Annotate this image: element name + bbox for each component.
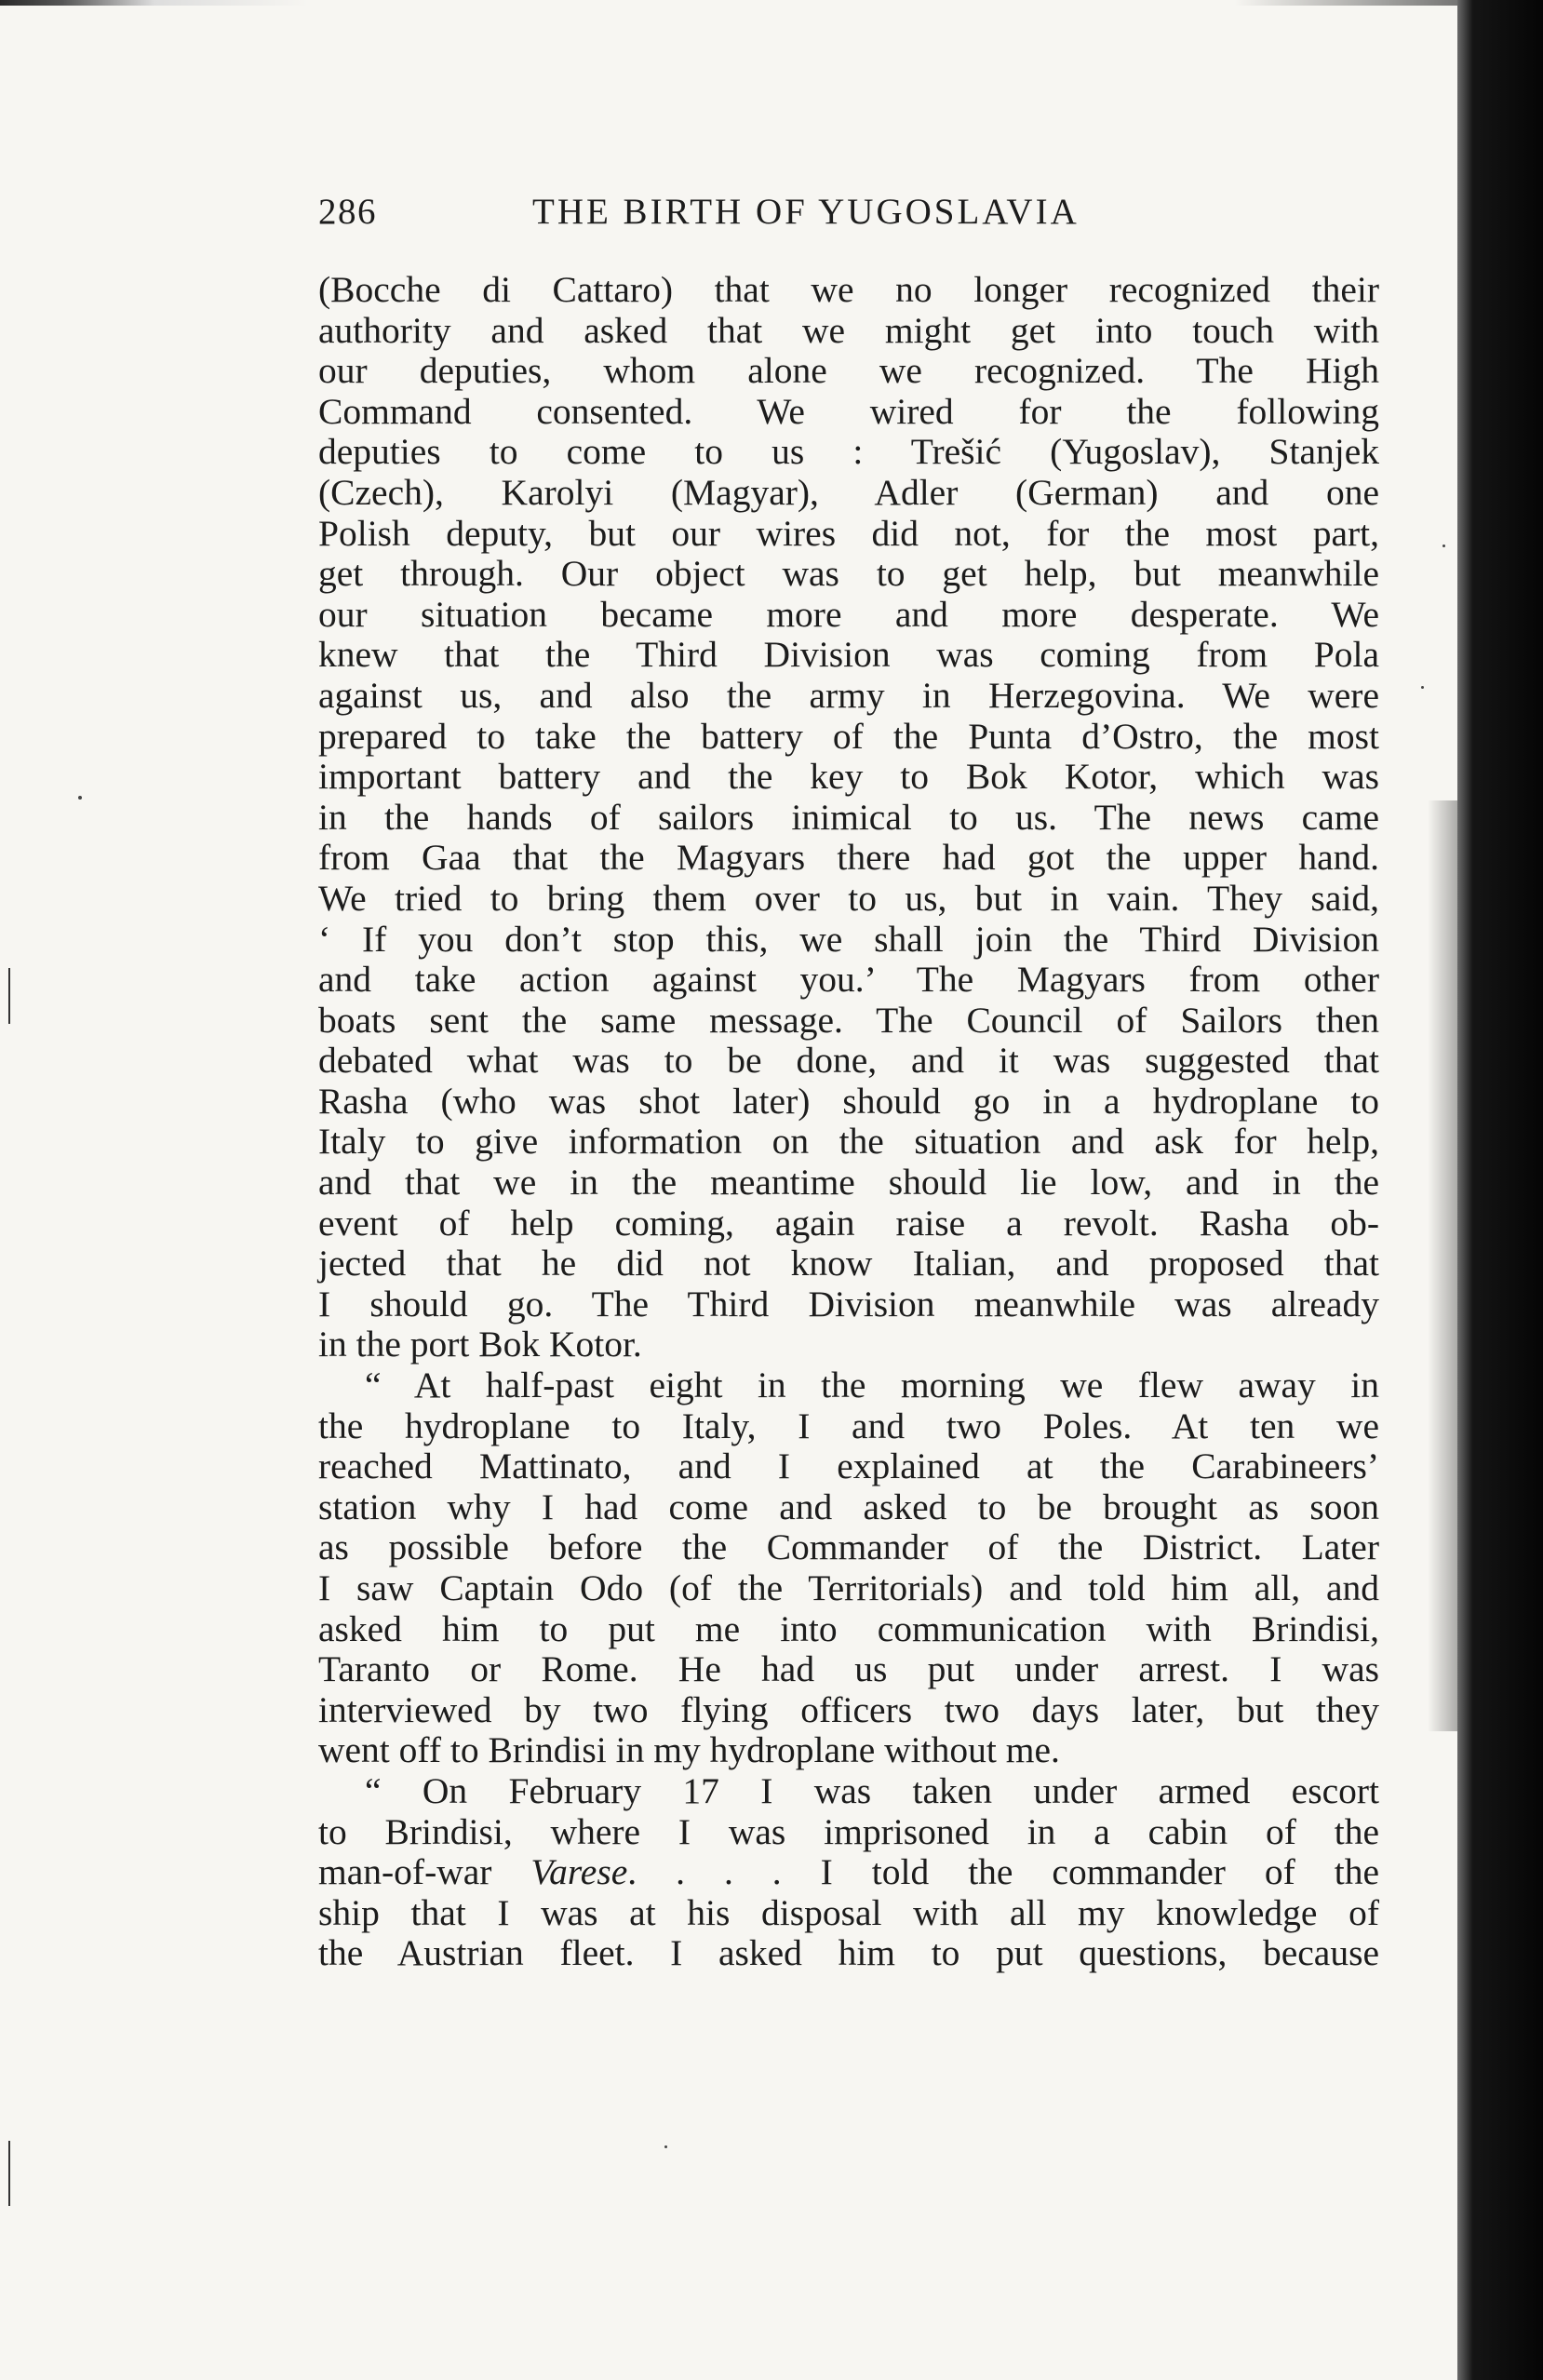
text-line: to Brindisi, where I was imprisoned in a cabin of the — [318, 1810, 1379, 1852]
text-line: and take action against you.’ The Magyars from other — [318, 959, 1379, 1001]
text-line: asked him to put me into communication with Brindisi, — [318, 1607, 1379, 1649]
text-line: from Gaa that the Magyars there had got the upper hand. — [318, 837, 1379, 879]
text-line: We tried to bring them over to us, but in vain. They said, — [318, 877, 1379, 919]
text-line: jected that he did not know Italian, and proposed that — [318, 1243, 1379, 1284]
paper-speck — [1421, 686, 1424, 689]
text-line: reached Mattinato, and I explained at the Carabineers’ — [318, 1445, 1379, 1487]
page-top-edge-shadow — [0, 0, 1543, 6]
text-line: I saw Captain Odo (of the Territorials) and told him all, and — [318, 1567, 1379, 1608]
text-line: Command consented. We wired for the following — [318, 390, 1379, 432]
text-line: event of help coming, again raise a revolt. Rasha ob- — [318, 1202, 1379, 1244]
book-binding-edge — [1457, 0, 1543, 2380]
text-line: knew that the Third Division was coming from Pola — [318, 634, 1379, 676]
text-line: went off to Brindisi in my hydroplane without me. — [318, 1729, 1060, 1771]
text-line: prepared to take the battery of the Punta d’Ostro, the most — [318, 715, 1379, 757]
margin-mark — [8, 968, 10, 1024]
text-line: in the port Bok Kotor. — [318, 1324, 642, 1365]
text-line: get through. Our object was to get help, but meanwhile — [318, 553, 1379, 595]
margin-mark — [8, 2141, 10, 2206]
text-line: the hydroplane to Italy, I and two Poles. At ten we — [318, 1405, 1379, 1446]
text-line: (Bocche di Cattaro) that we no longer recognized their — [318, 269, 1379, 310]
text-line: important battery and the key to Bok Kotor, which was — [318, 756, 1379, 798]
text-line: in the hands of sailors inimical to us. The news came — [318, 796, 1379, 838]
text-line: the Austrian fleet. I asked him to put questions, because — [318, 1932, 1379, 1974]
text-line: “ At half-past eight in the morning we flew away in — [365, 1365, 1379, 1406]
text-line: and that we in the meantime should lie low, and in the — [318, 1162, 1379, 1203]
paper-speck — [1442, 545, 1445, 547]
text-line: Taranto or Rome. He had us put under arrest. I was — [318, 1648, 1379, 1690]
text-line: station why I had come and asked to be brought as soon — [318, 1486, 1379, 1527]
text-line: Polish deputy, but our wires did not, for the most part, — [318, 512, 1379, 554]
page-header — [318, 191, 1379, 247]
text-line: interviewed by two flying officers two days later, but they — [318, 1688, 1379, 1730]
body-text — [318, 270, 1379, 1974]
ship-name: Varese — [530, 1851, 628, 1893]
text-line: (Czech), Karolyi (Magyar), Adler (German) and one — [318, 471, 1379, 513]
text-line: Rasha (who was shot later) should go in a hydroplane to — [318, 1080, 1379, 1122]
text-line: ship that I was at his disposal with all my knowledge of — [318, 1891, 1379, 1933]
text-line: authority and asked that we might get into touch with — [318, 309, 1379, 351]
text-line: I should go. The Third Division meanwhile was already — [318, 1283, 1379, 1324]
text-line: boats sent the same message. The Council of Sailors then — [318, 999, 1379, 1041]
text-line: man-of-war Varese. . . . I told the commander of the — [318, 1851, 1379, 1893]
text-line: against us, and also the army in Herzegovina. We were — [318, 674, 1379, 716]
text-line: deputies to come to us : Trešić (Yugoslav), Stanjek — [318, 431, 1379, 473]
paper-speck — [78, 796, 82, 800]
text-line: our situation became more and more desperate. We — [318, 593, 1379, 635]
page-number: 286 — [318, 192, 377, 232]
text-line: as possible before the Commander of the District. Later — [318, 1526, 1379, 1568]
text-line: “ On February 17 I was taken under armed escort — [365, 1769, 1379, 1811]
paper-speck — [664, 2145, 667, 2148]
running-head: THE BIRTH OF YUGOSLAVIA — [532, 192, 1080, 232]
text-line: our deputies, whom alone we recognized. The High — [318, 350, 1379, 392]
text-line: debated what was to be done, and it was suggested that — [318, 1040, 1379, 1082]
text-line: ‘ If you don’t stop this, we shall join the Third Division — [318, 918, 1379, 960]
text-line: Italy to give information on the situation and ask for help, — [318, 1121, 1379, 1163]
